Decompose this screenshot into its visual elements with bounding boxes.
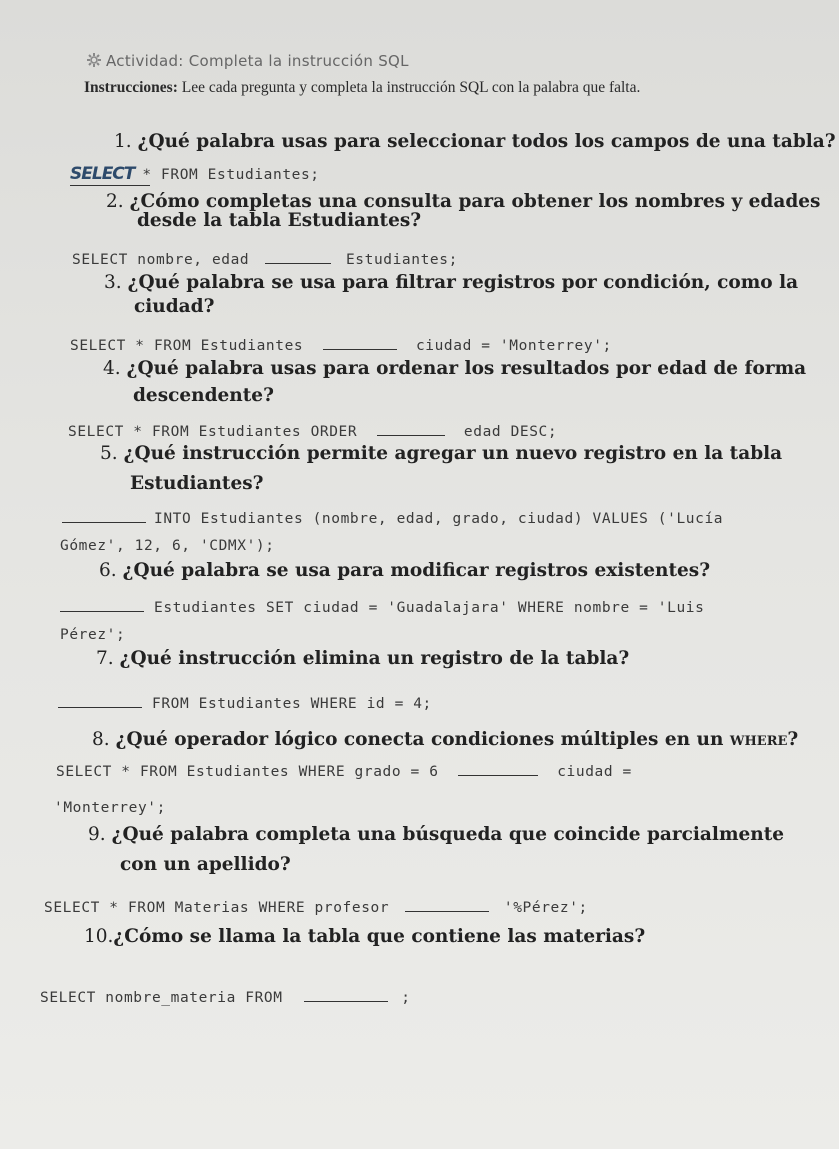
question-4: 4. ¿Qué palabra usas para ordenar los resultados por edad de forma [103, 358, 807, 379]
code-4: SELECT * FROM Estudiantes ORDER edad DESC; [68, 424, 558, 440]
handwritten-answer: SELECT [70, 164, 135, 184]
answer-blank[interactable] [458, 774, 538, 776]
question-9: 9. ¿Qué palabra completa una búsqueda que coincide parcialmente [88, 824, 785, 845]
question-5: 5. ¿Qué instrucción permite agregar un nuevo registro en la tabla [100, 443, 783, 464]
answer-line-1 [70, 185, 150, 186]
instructions-label: Instrucciones: [84, 79, 178, 96]
answer-blank[interactable] [265, 262, 331, 264]
instructions-text: Lee cada pregunta y completa la instrucción SQL con la palabra que falta. [181, 79, 641, 96]
question-7: 7. ¿Qué instrucción elimina un registro de la tabla? [96, 648, 630, 669]
code-6: Estudiantes SET ciudad = 'Guadalajara' WHERE nombre = 'Luis [60, 600, 704, 616]
title-text: Actividad: Completa la instrucción SQL [106, 52, 409, 70]
answer-blank[interactable] [377, 434, 445, 436]
answer-blank[interactable] [323, 348, 397, 350]
question-8: 8. ¿Qué operador lógico conecta condiciones múltiples en un where? [92, 729, 799, 750]
code-1: SELECT * FROM Estudiantes; [70, 164, 320, 184]
code-5-line-2: Gómez', 12, 6, 'CDMX'); [60, 538, 275, 554]
code-9: SELECT * FROM Materias WHERE profesor '%Pérez'; [44, 900, 588, 916]
question-3-line-2: ciudad? [134, 296, 215, 317]
gear-icon [86, 52, 102, 68]
answer-blank[interactable] [405, 910, 489, 912]
instructions [84, 79, 640, 97]
question-2: 2. ¿Cómo completas una consulta para obtener los nombres y edades [106, 191, 821, 212]
activity-title [86, 52, 409, 70]
question-5-line-2: Estudiantes? [130, 473, 264, 494]
code-7: FROM Estudiantes WHERE id = 4; [58, 696, 432, 712]
question-2-line-2: desde la tabla Estudiantes? [137, 210, 422, 231]
question-3: 3. ¿Qué palabra se usa para filtrar registros por condición, como la [104, 272, 799, 293]
code-2: SELECT nombre, edad Estudiantes; [72, 252, 458, 268]
question-4-line-2: descendente? [133, 385, 274, 406]
question-6: 6. ¿Qué palabra se usa para modificar registros existentes? [99, 560, 711, 581]
code-3: SELECT * FROM Estudiantes ciudad = 'Monterrey'; [70, 338, 612, 354]
code-6-line-2: Pérez'; [60, 627, 126, 643]
code-8: SELECT * FROM Estudiantes WHERE grado = 6 ciudad = [56, 764, 632, 780]
answer-blank[interactable] [62, 521, 146, 523]
answer-blank[interactable] [60, 610, 144, 612]
code-10: SELECT nombre_materia FROM ; [40, 990, 411, 1006]
question-9-line-2: con un apellido? [120, 854, 291, 875]
answer-blank[interactable] [58, 706, 142, 708]
code-5: INTO Estudiantes (nombre, edad, grado, ciudad) VALUES ('Lucía [62, 511, 723, 527]
answer-blank[interactable] [304, 1000, 388, 1002]
question-10: 10.¿Cómo se llama la tabla que contiene las materias? [84, 926, 646, 947]
question-1: 1. ¿Qué palabra usas para seleccionar todos los campos de una tabla? [114, 131, 836, 152]
code-8-line-2: 'Monterrey'; [54, 800, 166, 816]
